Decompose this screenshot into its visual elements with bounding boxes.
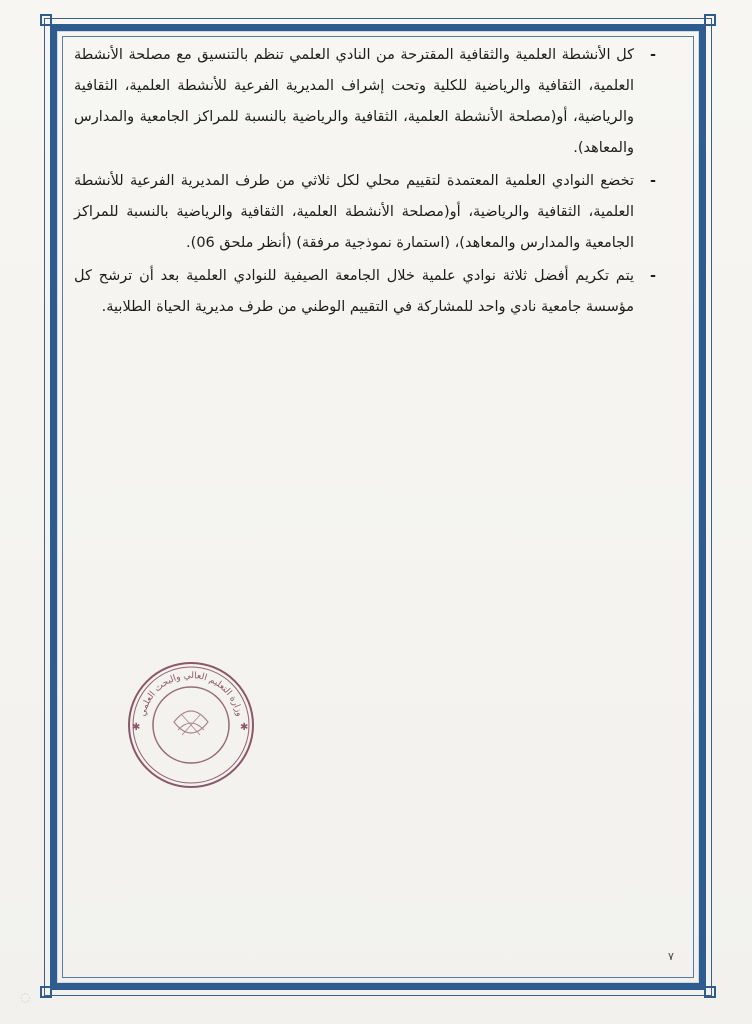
frame-corner-ornament (40, 14, 52, 26)
frame-corner-ornament (40, 986, 52, 998)
paragraph-text: تخضع النوادي العلمية المعتمدة لتقييم محلي لكل ثلاثي من طرف المديرية الفرعية للأنشطة العلمية، الثقافية والرياضية، أو(مصلحة الأنشطة العلمية، الثقافية والرياضية بالنسبة للمراكز الجامعية والمدارس والمعاهد)، (استمارة نموذجية مرفقة) (أنظر ملحق 06). (74, 173, 634, 251)
paragraph-text: كل الأنشطة العلمية والثقافية المقترحة من النادي العلمي تنظم بالتنسيق مع مصلحة الأنشطة العلمية، الثقافية والرياضية للكلية وتحت إشراف المديرية الفرعية للأنشطة العلمية، الثقافية والرياضية، أو(مصلحة الأنشطة العلمية، الثقافية والرياضية بالنسبة للمراكز الجامعية والمدارس والمعاهد). (74, 47, 634, 156)
list-item (74, 261, 656, 323)
list-item (74, 40, 656, 164)
stamp-star-icon: ✱ (240, 722, 249, 733)
page-number: ٧ (668, 950, 674, 963)
bullet-dash: - (649, 268, 656, 284)
list-item (74, 166, 656, 259)
paragraph-text: يتم تكريم أفضل ثلاثة نوادي علمية خلال الجامعة الصيفية للنوادي العلمية بعد أن ترشح كل مؤسسة جامعية نادي واحد للمشاركة في التقييم الوطني من طرف مديرية الحياة الطلابية. (74, 268, 634, 315)
frame-corner-ornament (704, 986, 716, 998)
frame-corner-ornament (704, 14, 716, 26)
stamp-star-icon: ✱ (132, 722, 141, 733)
official-stamp (126, 660, 256, 790)
scan-edge-mark: ◌ (20, 990, 31, 1004)
document-body (74, 40, 656, 325)
bullet-dash: - (649, 173, 656, 189)
stamp-text: وزارة التعليم العالي والبحث العلمي (137, 670, 245, 718)
stamp-emblem (174, 711, 208, 735)
bullet-dash: - (649, 47, 656, 63)
